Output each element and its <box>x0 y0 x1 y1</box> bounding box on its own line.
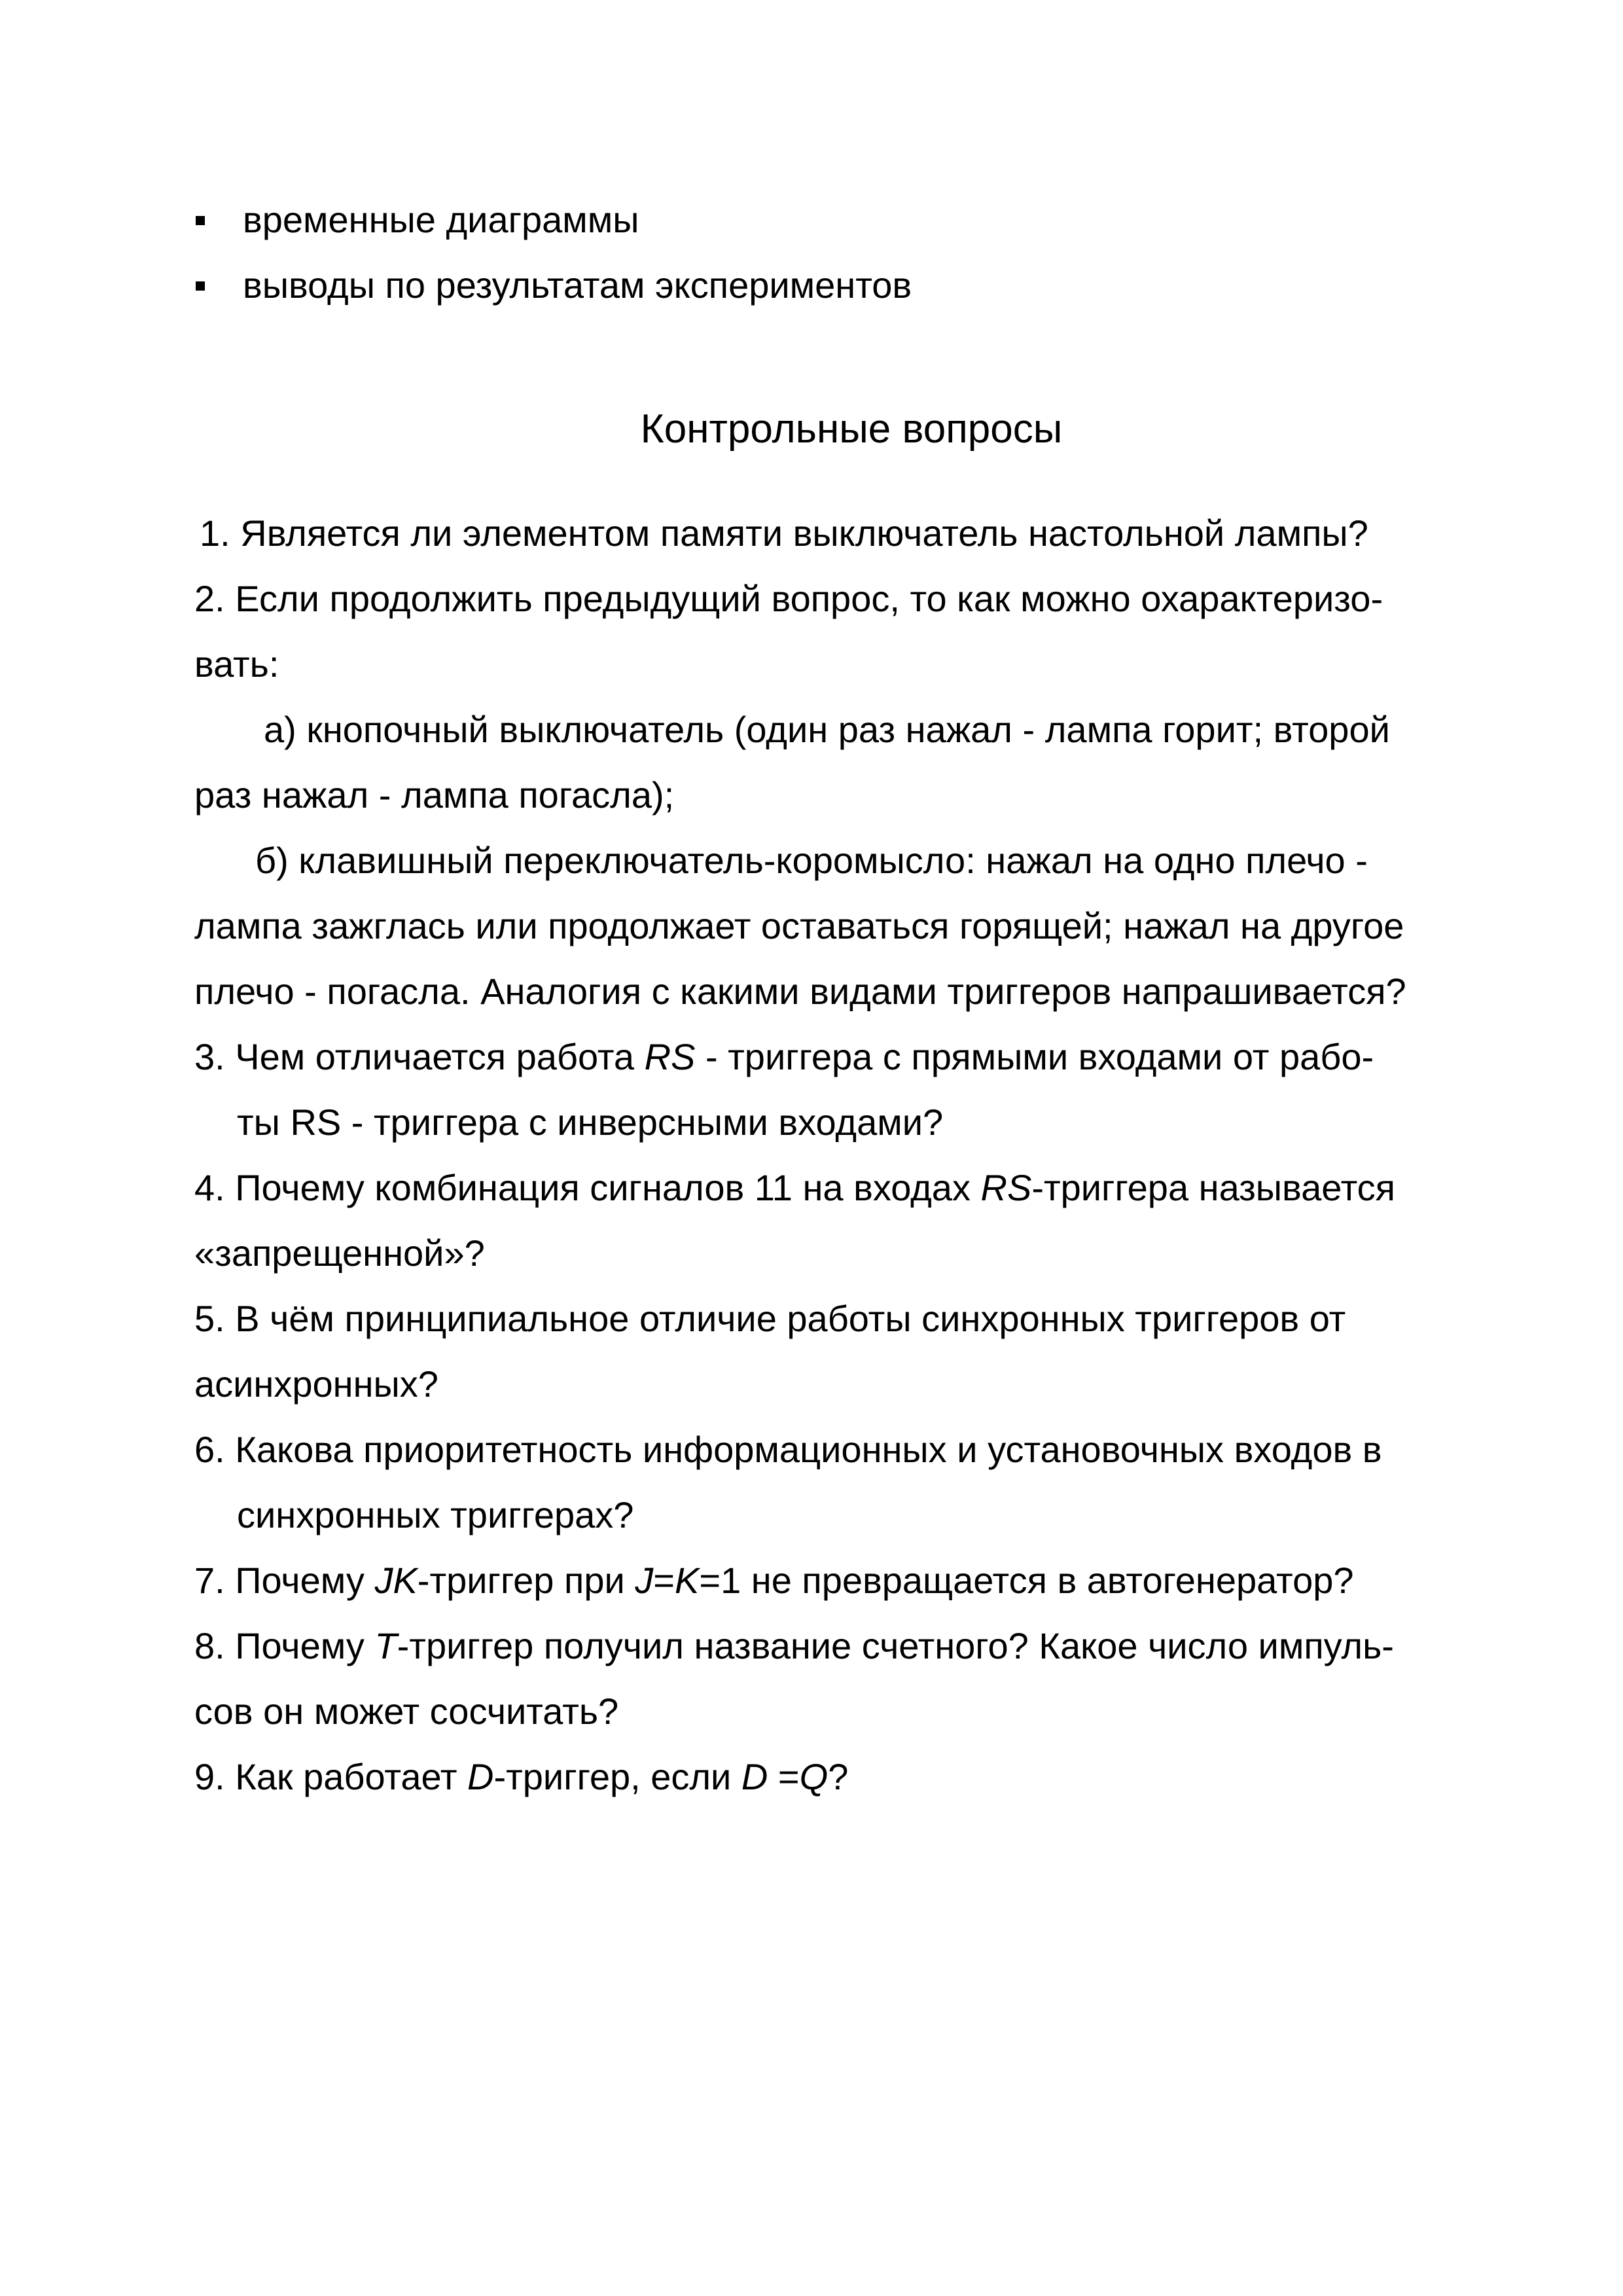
question-2a-line: раз нажал - лампа погасла); <box>194 774 675 816</box>
question-5-line: асинхронных? <box>194 1363 438 1405</box>
italic-text-run: RS <box>644 1036 696 1077</box>
italic-text-run: Q <box>799 1756 829 1797</box>
italic-text-run: D <box>741 1756 768 1797</box>
italic-text-run: RS <box>980 1167 1032 1208</box>
list-item <box>193 194 912 259</box>
text-run: 9. Как работает <box>194 1756 468 1797</box>
list-item <box>193 259 912 325</box>
text-run: =1 не превращается в автогенератор? <box>699 1560 1354 1601</box>
italic-text-run: JK <box>374 1560 418 1601</box>
question-8-line: сов он может сосчитать? <box>194 1691 619 1732</box>
question-4-line: «запрещенной»? <box>194 1232 485 1274</box>
question-7 <box>194 1554 1354 1607</box>
text-run: -триггер при <box>417 1560 635 1601</box>
question-5-line: 5. В чём принципиальное отличие работы синхронных триггеров от <box>194 1298 1346 1339</box>
list-item-text: выводы по результатам экспериментов <box>243 264 912 306</box>
question-2b-line: б) клавишный переключатель-коромысло: нажал на одно плечо - <box>255 840 1368 881</box>
question-9 <box>194 1751 848 1803</box>
text-run: -триггер, если <box>493 1756 741 1797</box>
italic-text-run: T <box>374 1625 397 1666</box>
question-2-line: вать: <box>194 643 279 685</box>
question-3-line: ты RS - триггера с инверсными входами? <box>237 1102 944 1143</box>
text-run: -триггер получил название счетного? Какое число импуль- <box>397 1625 1394 1666</box>
text-run: 8. Почему <box>194 1625 375 1666</box>
text-run: 4. Почему комбинация сигналов 11 на входах <box>194 1167 981 1208</box>
question-8-line <box>194 1620 1394 1672</box>
square-bullet-icon <box>196 216 205 225</box>
italic-text-run: D <box>467 1756 494 1797</box>
question-4-line <box>194 1162 1395 1214</box>
text-run: = <box>653 1560 675 1601</box>
text-run: -триггера называется <box>1031 1167 1395 1208</box>
question-3-line <box>194 1031 1374 1083</box>
text-run: 7. Почему <box>194 1560 375 1601</box>
italic-text-run: K <box>675 1560 700 1601</box>
question-2a-line: а) кнопочный выключатель (один раз нажал - лампа горит; второй <box>264 709 1390 750</box>
question-2-line: 2. Если продолжить предыдущий вопрос, то как можно охарактеризо- <box>194 578 1383 619</box>
question-6-line: синхронных триггерах? <box>237 1494 634 1535</box>
text-run: ? <box>828 1756 849 1797</box>
question-2b-line: лампа зажглась или продолжает оставаться горящей; нажал на другое <box>194 905 1404 946</box>
list-item-text: временные диаграммы <box>243 199 639 240</box>
question-1: 1. Является ли элементом памяти выключатель настольной лампы? <box>200 512 1368 554</box>
square-bullet-icon <box>196 281 205 291</box>
italic-text-run: J <box>635 1560 654 1601</box>
text-run: - триггера с прямыми входами от рабо- <box>695 1036 1374 1077</box>
text-run: 3. Чем отличается работа <box>194 1036 645 1077</box>
text-run: = <box>768 1756 800 1797</box>
question-2b-line: плечо - погасла. Аналогия с какими видами триггеров напрашивается? <box>194 971 1406 1012</box>
report-contents-list <box>193 194 912 325</box>
question-6-line: 6. Какова приоритетность информационных и установочных входов в <box>194 1429 1382 1470</box>
section-heading: Контрольные вопросы <box>640 406 1063 452</box>
